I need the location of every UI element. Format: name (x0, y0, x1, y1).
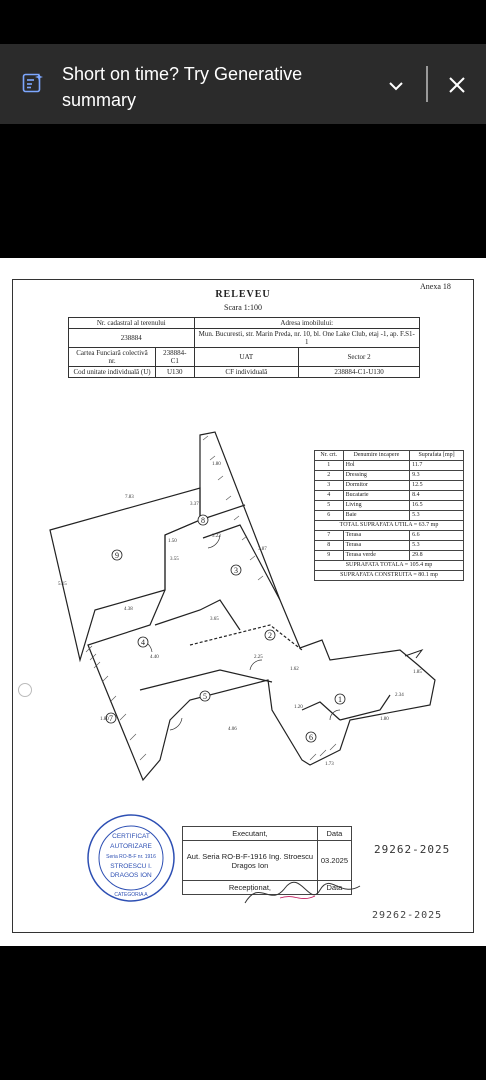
svg-text:5: 5 (203, 692, 207, 701)
table-row: 1 Hol 11.7 (315, 461, 464, 471)
cf-individual-label: CF individuală (194, 367, 299, 378)
executant-label: Executant, (183, 827, 318, 841)
table-row: 6 Baie 5.3 (315, 511, 464, 521)
svg-text:Seria RO-B-F nr. 1916: Seria RO-B-F nr. 1916 (106, 854, 156, 860)
rooms-header-name: Denumire incapere (343, 451, 410, 461)
property-info-table (68, 317, 420, 378)
dim-label: 4.40 (150, 655, 159, 660)
total-area: SUPRAFATA TOTALA = 105.4 mp (315, 561, 464, 571)
svg-text:1: 1 (338, 695, 342, 704)
dim-label: 1.80 (380, 717, 389, 722)
dim-label: 5.15 (58, 582, 67, 587)
svg-text:CERTIFICAT: CERTIFICAT (112, 833, 150, 840)
uat-value: Sector 2 (299, 348, 420, 367)
dim-label: 3.65 (210, 617, 219, 622)
annex-label: Anexa 18 (420, 282, 451, 291)
dim-label: 3.37 (190, 502, 199, 507)
date-label-2: Data (317, 881, 351, 895)
address-label: Adresa imobilului: (194, 318, 420, 329)
banner-divider (426, 66, 428, 102)
room-marker-6 (306, 732, 316, 742)
rooms-header-nr: Nr. crt. (315, 451, 344, 461)
cf-label: Cartea Funciară colectivă nr. (69, 348, 156, 367)
uat-label: UAT (194, 348, 299, 367)
room-marker-9 (112, 550, 122, 560)
close-icon[interactable] (443, 71, 471, 99)
generative-summary-banner[interactable] (0, 44, 486, 124)
room-marker-3 (231, 565, 241, 575)
table-row: 4 Bucatarie 8.4 (315, 491, 464, 501)
chevron-down-icon[interactable] (381, 71, 411, 101)
cadastral-value: 238884 (69, 329, 195, 348)
svg-text:7: 7 (109, 714, 113, 723)
dim-label: 2.25 (254, 655, 263, 660)
document-title: RELEVEU (215, 289, 271, 300)
date-value: 03.2025 (317, 841, 351, 881)
total-usable-area: TOTAL SUPRAFATA UTILA = 63.7 mp (315, 521, 464, 531)
date-label: Data (317, 827, 351, 841)
receptionat-label: Recepționat, (183, 881, 318, 895)
dim-label: 2.34 (395, 693, 404, 698)
dim-label: 7.83 (125, 495, 134, 500)
cf-individual-value: 238884-C1-U130 (299, 367, 420, 378)
svg-text:4: 4 (141, 638, 145, 647)
dim-label: 3.87 (258, 547, 267, 552)
dim-label: 1.50 (168, 539, 177, 544)
cf-value: 238884-C1 (156, 348, 194, 367)
ai-summary-icon (22, 72, 44, 94)
room-marker-8 (198, 515, 208, 525)
table-row: 3 Dormitor 12.5 (315, 481, 464, 491)
table-row: 5 Living 16.5 (315, 501, 464, 511)
svg-text:DRAGOS ION: DRAGOS ION (110, 872, 152, 879)
room-marker-5 (200, 691, 210, 701)
executant-value: Aut. Seria RO-B-F-1916 Ing. Stroescu Dragos Ion (183, 841, 318, 881)
room-marker-2 (265, 630, 275, 640)
dim-label: 3.55 (170, 557, 179, 562)
table-row: 8 Terasa 5.3 (315, 541, 464, 551)
rooms-header-area: Suprafata [mp] (410, 451, 464, 461)
registration-number-footer: 29262-2025 (372, 910, 443, 921)
svg-text:6: 6 (309, 733, 313, 742)
dim-label: 4.06 (228, 727, 237, 732)
rooms-table (314, 450, 464, 581)
unit-value: U130 (156, 367, 194, 378)
cadastral-label: Nr. cadastral al terenului (69, 318, 195, 329)
svg-text:3: 3 (234, 566, 238, 575)
unit-label: Cod unitate individuală (U) (69, 367, 156, 378)
svg-text:CATEGORIA A: CATEGORIA A (114, 892, 148, 898)
dim-label: 1.62 (290, 667, 299, 672)
table-row: 7 Terasa 6.6 (315, 531, 464, 541)
certification-stamp (85, 812, 177, 904)
signature-scribble (240, 868, 370, 918)
room-marker-1 (335, 694, 345, 704)
svg-text:2: 2 (268, 631, 272, 640)
svg-text:8: 8 (201, 516, 205, 525)
banner-title: Short on time? Try Generative summary (62, 64, 303, 110)
status-bar (0, 0, 486, 44)
address-value: Mun. Bucuresti, str. Marin Preda, nr. 10, bl. One Lake Club, etaj -1, ap. F.S1-1 (194, 329, 420, 348)
table-row: 2 Dressing 9.3 (315, 471, 464, 481)
registration-number: 29262-2025 (374, 843, 451, 856)
dim-label: 3.22 (212, 534, 221, 539)
dim-label: 1.20 (294, 705, 303, 710)
room-marker-4 (138, 637, 148, 647)
dim-label: 1.80 (212, 462, 221, 467)
dim-label: 1.73 (325, 762, 334, 767)
dim-label: 4.38 (124, 607, 133, 612)
document-scale: Scara 1:100 (224, 303, 262, 312)
svg-text:AUTORIZARE: AUTORIZARE (110, 843, 152, 850)
dim-label: 1.85 (413, 670, 422, 675)
page-select-radio[interactable] (18, 683, 32, 697)
built-area: SUPRAFATA CONSTRUITA = 80.1 mp (315, 571, 464, 581)
dim-label: 1.80 (100, 717, 109, 722)
table-row: 9 Terasa verde 29.8 (315, 551, 464, 561)
svg-text:9: 9 (115, 551, 119, 560)
svg-text:STROESCU I.: STROESCU I. (110, 863, 152, 870)
